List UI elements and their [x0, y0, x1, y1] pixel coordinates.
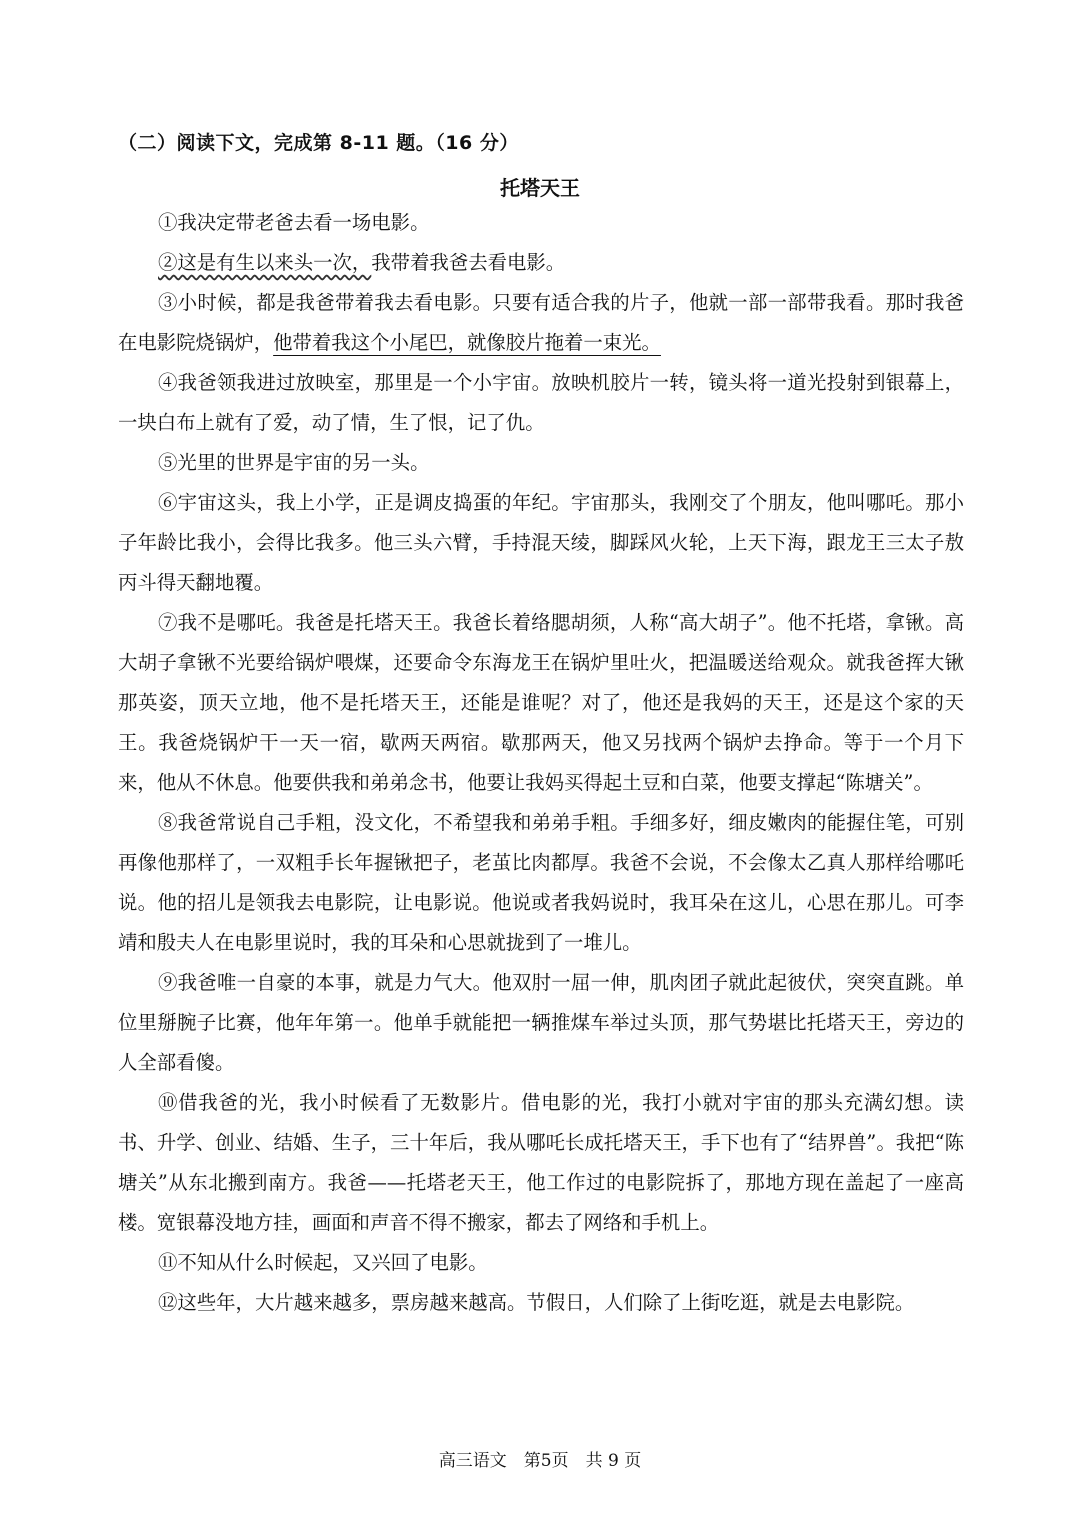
paragraph-3-start: ③小时候，都是我爸带着我去看电影。只要有适合我的片子，他就一部一部带我看。那时我爸在电影院烧锅炉，	[118, 291, 964, 354]
paragraph-8: ⑧我爸常说自己手粗，没文化，不希望我和弟弟手粗。手细多好，细皮嫩肉的能握住笔，可别再像他那样了，一双粗手长年握锹把子，老茧比肉都厚。我爸不会说，不会像太乙真人那样给哪吒说。他的招儿是领我去电影院，让电影说。他说或者我妈说时，我耳朵在这儿，心思在那儿。可李靖和殷夫人在电影里说时，我的耳朵和心思就拢到了一堆儿。	[118, 811, 964, 954]
paragraph-9: ⑨我爸唯一自豪的本事，就是力气大。他双肘一屈一伸，肌肉团子就此起彼伏，突突直跳。单位里掰腕子比赛，他年年第一。他单手就能把一辆推煤车举过头顶，那气势堪比托塔天王，旁边的人全部看傻。	[118, 971, 964, 1074]
paragraph-5: ⑤光里的世界是宇宙的另一头。	[158, 451, 430, 474]
section-header: （二）阅读下文，完成第 8-11 题。（16 分）	[118, 132, 519, 154]
paragraph-2	[118, 243, 964, 283]
paragraph-11: ⑪不知从什么时候起，又兴回了电影。	[158, 1251, 488, 1274]
paragraph-12: ⑫这些年，大片越来越多，票房越来越高。节假日，人们除了上街吃逛，就是去电影院。	[158, 1291, 915, 1314]
paragraph-6: ⑥宇宙这头，我上小学，正是调皮捣蛋的年纪。宇宙那头，我刚交了个朋友，他叫哪吒。那小子年龄比我小，会得比我多。他三头六臂，手持混天绫，脚踩风火轮，上天下海，跟龙王三太子敖丙斗得天翻地覆。	[118, 491, 964, 594]
passage-title: 托塔天王	[500, 176, 580, 200]
paragraph-2-rest: 我带着我爸去看电影。	[371, 251, 566, 274]
paragraph-4: ④我爸领我进过放映室，那里是一个小宇宙。放映机胶片一转，镜头将一道光投射到银幕上，一块白布上就有了爱，动了情，生了恨，记了仇。	[118, 371, 964, 434]
passage-body	[118, 203, 964, 1323]
paragraph-1: ①我决定带老爸去看一场电影。	[158, 211, 430, 234]
page-footer: 高三语文 第5页 共 9 页	[438, 1451, 642, 1471]
paragraph-3	[118, 283, 964, 363]
paragraph-7: ⑦我不是哪吒。我爸是托塔天王。我爸长着络腮胡须，人称“高大胡子”。他不托塔，拿锹。高大胡子拿锹不光要给锅炉喂煤，还要命令东海龙王在锅炉里吐火，把温暖送给观众。就我爸挥大锹那英姿，顶天立地，他不是托塔天王，还能是谁呢？对了，他还是我妈的天王，还是这个家的天王。我爸烧锅炉干一天一宿，歇两天两宿。歇那两天，他又另找两个锅炉去挣命。等于一个月下来，他从不休息。他要供我和弟弟念书，他要让我妈买得起土豆和白菜，他要支撑起“陈塘关”。	[118, 611, 964, 794]
underlined-sentence: 他带着我这个小尾巴，就像胶片拖着一束光。	[273, 331, 661, 354]
paragraph-10: ⑩借我爸的光，我小时候看了无数影片。借电影的光，我打小就对宇宙的那头充满幻想。读书、升学、创业、结婚、生子，三十年后，我从哪吒长成托塔天王，手下也有了“结界兽”。我把“陈塘关”从东北搬到南方。我爸——托塔老天王，他工作过的电影院拆了，那地方现在盖起了一座高楼。宽银幕没地方挂，画面和声音不得不搬家，都去了网络和手机上。	[118, 1091, 964, 1234]
wavy-underlined-text: ②这是有生以来头一次，	[158, 251, 372, 274]
